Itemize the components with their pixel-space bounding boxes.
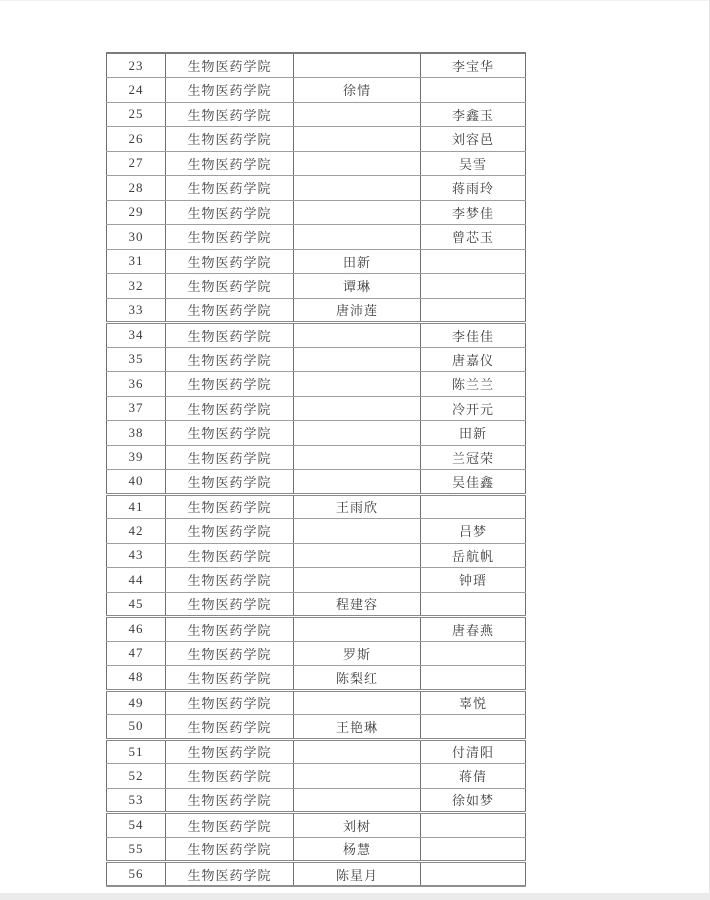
name-mid-cell: 程建容 bbox=[294, 592, 421, 617]
row-number-cell: 27 bbox=[107, 151, 166, 176]
row-number-cell: 37 bbox=[107, 396, 166, 421]
name-right-cell: 吴雪 bbox=[421, 151, 526, 176]
row-number-cell: 42 bbox=[107, 519, 166, 544]
college-cell: 生物医药学院 bbox=[166, 764, 294, 789]
name-mid-cell bbox=[294, 739, 421, 764]
name-right-cell: 李佳佳 bbox=[421, 323, 526, 348]
college-cell: 生物医药学院 bbox=[166, 176, 294, 201]
name-right-cell: 蒋雨玲 bbox=[421, 176, 526, 201]
college-cell: 生物医药学院 bbox=[166, 274, 294, 299]
row-number-cell: 54 bbox=[107, 813, 166, 838]
college-cell: 生物医药学院 bbox=[166, 494, 294, 519]
row-number-cell: 56 bbox=[107, 862, 166, 887]
name-mid-cell bbox=[294, 151, 421, 176]
name-right-cell: 李鑫玉 bbox=[421, 102, 526, 127]
row-number-cell: 44 bbox=[107, 568, 166, 593]
name-mid-cell: 田新 bbox=[294, 249, 421, 274]
college-cell: 生物医药学院 bbox=[166, 127, 294, 152]
college-cell: 生物医药学院 bbox=[166, 739, 294, 764]
college-cell: 生物医药学院 bbox=[166, 543, 294, 568]
table-row bbox=[107, 543, 526, 568]
name-right-cell bbox=[421, 813, 526, 838]
name-mid-cell bbox=[294, 323, 421, 348]
name-right-cell: 刘容邑 bbox=[421, 127, 526, 152]
college-cell: 生物医药学院 bbox=[166, 323, 294, 348]
row-number-cell: 34 bbox=[107, 323, 166, 348]
table-row bbox=[107, 470, 526, 495]
table-row bbox=[107, 837, 526, 862]
college-cell: 生物医药学院 bbox=[166, 788, 294, 813]
college-cell: 生物医药学院 bbox=[166, 445, 294, 470]
name-mid-cell bbox=[294, 617, 421, 642]
name-right-cell bbox=[421, 298, 526, 323]
roster-table bbox=[106, 52, 526, 887]
name-right-cell: 付清阳 bbox=[421, 739, 526, 764]
table-row bbox=[107, 445, 526, 470]
college-cell: 生物医药学院 bbox=[166, 715, 294, 740]
table-row bbox=[107, 323, 526, 348]
college-cell: 生物医药学院 bbox=[166, 102, 294, 127]
name-right-cell bbox=[421, 837, 526, 862]
name-mid-cell bbox=[294, 200, 421, 225]
row-number-cell: 51 bbox=[107, 739, 166, 764]
table-row bbox=[107, 568, 526, 593]
name-right-cell bbox=[421, 249, 526, 274]
name-mid-cell bbox=[294, 445, 421, 470]
name-mid-cell bbox=[294, 470, 421, 495]
table-row bbox=[107, 102, 526, 127]
name-mid-cell: 唐沛莲 bbox=[294, 298, 421, 323]
name-mid-cell bbox=[294, 176, 421, 201]
row-number-cell: 45 bbox=[107, 592, 166, 617]
table-row bbox=[107, 78, 526, 103]
name-mid-cell: 王雨欣 bbox=[294, 494, 421, 519]
name-mid-cell bbox=[294, 127, 421, 152]
name-right-cell: 岳航帆 bbox=[421, 543, 526, 568]
row-number-cell: 38 bbox=[107, 421, 166, 446]
row-number-cell: 47 bbox=[107, 641, 166, 666]
table-row bbox=[107, 764, 526, 789]
college-cell: 生物医药学院 bbox=[166, 53, 294, 78]
name-right-cell: 徐如梦 bbox=[421, 788, 526, 813]
row-number-cell: 23 bbox=[107, 53, 166, 78]
table-row bbox=[107, 225, 526, 250]
table-row bbox=[107, 641, 526, 666]
name-mid-cell: 刘树 bbox=[294, 813, 421, 838]
name-right-cell: 辜悦 bbox=[421, 690, 526, 715]
table-row bbox=[107, 151, 526, 176]
college-cell: 生物医药学院 bbox=[166, 225, 294, 250]
name-right-cell bbox=[421, 666, 526, 691]
table-row bbox=[107, 127, 526, 152]
college-cell: 生物医药学院 bbox=[166, 396, 294, 421]
row-number-cell: 36 bbox=[107, 372, 166, 397]
name-right-cell: 吕梦 bbox=[421, 519, 526, 544]
table-row bbox=[107, 372, 526, 397]
name-right-cell: 唐春燕 bbox=[421, 617, 526, 642]
row-number-cell: 28 bbox=[107, 176, 166, 201]
name-mid-cell: 陈梨红 bbox=[294, 666, 421, 691]
row-number-cell: 52 bbox=[107, 764, 166, 789]
name-right-cell: 唐嘉仪 bbox=[421, 347, 526, 372]
row-number-cell: 24 bbox=[107, 78, 166, 103]
name-mid-cell bbox=[294, 764, 421, 789]
roster-table-body bbox=[107, 53, 526, 886]
table-row bbox=[107, 739, 526, 764]
college-cell: 生物医药学院 bbox=[166, 837, 294, 862]
name-mid-cell: 徐情 bbox=[294, 78, 421, 103]
college-cell: 生物医药学院 bbox=[166, 249, 294, 274]
table-row bbox=[107, 176, 526, 201]
name-right-cell bbox=[421, 494, 526, 519]
name-right-cell bbox=[421, 78, 526, 103]
table-row bbox=[107, 200, 526, 225]
row-number-cell: 25 bbox=[107, 102, 166, 127]
name-right-cell: 兰冠荣 bbox=[421, 445, 526, 470]
row-number-cell: 48 bbox=[107, 666, 166, 691]
name-mid-cell bbox=[294, 372, 421, 397]
table-row bbox=[107, 519, 526, 544]
college-cell: 生物医药学院 bbox=[166, 470, 294, 495]
name-mid-cell: 杨慧 bbox=[294, 837, 421, 862]
name-right-cell: 李梦佳 bbox=[421, 200, 526, 225]
row-number-cell: 46 bbox=[107, 617, 166, 642]
row-number-cell: 35 bbox=[107, 347, 166, 372]
table-row bbox=[107, 690, 526, 715]
name-mid-cell bbox=[294, 347, 421, 372]
page-bottom-edge bbox=[0, 893, 710, 900]
table-row bbox=[107, 298, 526, 323]
name-right-cell: 李宝华 bbox=[421, 53, 526, 78]
table-row bbox=[107, 666, 526, 691]
name-right-cell: 曾芯玉 bbox=[421, 225, 526, 250]
college-cell: 生物医药学院 bbox=[166, 421, 294, 446]
row-number-cell: 33 bbox=[107, 298, 166, 323]
college-cell: 生物医药学院 bbox=[166, 372, 294, 397]
name-right-cell: 田新 bbox=[421, 421, 526, 446]
college-cell: 生物医药学院 bbox=[166, 519, 294, 544]
table-row bbox=[107, 592, 526, 617]
college-cell: 生物医药学院 bbox=[166, 617, 294, 642]
table-row bbox=[107, 715, 526, 740]
name-right-cell bbox=[421, 274, 526, 299]
row-number-cell: 41 bbox=[107, 494, 166, 519]
table-row bbox=[107, 862, 526, 887]
name-right-cell: 蒋倩 bbox=[421, 764, 526, 789]
name-right-cell: 钟瑨 bbox=[421, 568, 526, 593]
name-right-cell bbox=[421, 641, 526, 666]
college-cell: 生物医药学院 bbox=[166, 200, 294, 225]
name-mid-cell bbox=[294, 788, 421, 813]
college-cell: 生物医药学院 bbox=[166, 592, 294, 617]
row-number-cell: 40 bbox=[107, 470, 166, 495]
college-cell: 生物医药学院 bbox=[166, 862, 294, 887]
row-number-cell: 32 bbox=[107, 274, 166, 299]
table-row bbox=[107, 53, 526, 78]
table-row bbox=[107, 249, 526, 274]
name-right-cell: 冷开元 bbox=[421, 396, 526, 421]
row-number-cell: 53 bbox=[107, 788, 166, 813]
name-mid-cell bbox=[294, 102, 421, 127]
name-mid-cell bbox=[294, 568, 421, 593]
name-mid-cell bbox=[294, 421, 421, 446]
college-cell: 生物医药学院 bbox=[166, 666, 294, 691]
name-mid-cell: 王艳琳 bbox=[294, 715, 421, 740]
college-cell: 生物医药学院 bbox=[166, 690, 294, 715]
row-number-cell: 26 bbox=[107, 127, 166, 152]
college-cell: 生物医药学院 bbox=[166, 568, 294, 593]
row-number-cell: 39 bbox=[107, 445, 166, 470]
college-cell: 生物医药学院 bbox=[166, 347, 294, 372]
name-mid-cell bbox=[294, 396, 421, 421]
name-right-cell bbox=[421, 862, 526, 887]
name-mid-cell bbox=[294, 543, 421, 568]
table-row bbox=[107, 813, 526, 838]
name-mid-cell: 陈星月 bbox=[294, 862, 421, 887]
college-cell: 生物医药学院 bbox=[166, 298, 294, 323]
row-number-cell: 49 bbox=[107, 690, 166, 715]
row-number-cell: 55 bbox=[107, 837, 166, 862]
table-row bbox=[107, 788, 526, 813]
name-right-cell: 陈兰兰 bbox=[421, 372, 526, 397]
college-cell: 生物医药学院 bbox=[166, 151, 294, 176]
college-cell: 生物医药学院 bbox=[166, 641, 294, 666]
row-number-cell: 31 bbox=[107, 249, 166, 274]
college-cell: 生物医药学院 bbox=[166, 813, 294, 838]
name-right-cell: 吴佳鑫 bbox=[421, 470, 526, 495]
name-mid-cell bbox=[294, 519, 421, 544]
row-number-cell: 29 bbox=[107, 200, 166, 225]
name-mid-cell bbox=[294, 225, 421, 250]
table-row bbox=[107, 494, 526, 519]
name-right-cell bbox=[421, 715, 526, 740]
name-mid-cell bbox=[294, 53, 421, 78]
row-number-cell: 30 bbox=[107, 225, 166, 250]
table-row bbox=[107, 617, 526, 642]
name-mid-cell: 谭琳 bbox=[294, 274, 421, 299]
name-right-cell bbox=[421, 592, 526, 617]
college-cell: 生物医药学院 bbox=[166, 78, 294, 103]
table-row bbox=[107, 347, 526, 372]
name-mid-cell: 罗斯 bbox=[294, 641, 421, 666]
table-row bbox=[107, 421, 526, 446]
row-number-cell: 43 bbox=[107, 543, 166, 568]
name-mid-cell bbox=[294, 690, 421, 715]
table-row bbox=[107, 274, 526, 299]
row-number-cell: 50 bbox=[107, 715, 166, 740]
table-row bbox=[107, 396, 526, 421]
